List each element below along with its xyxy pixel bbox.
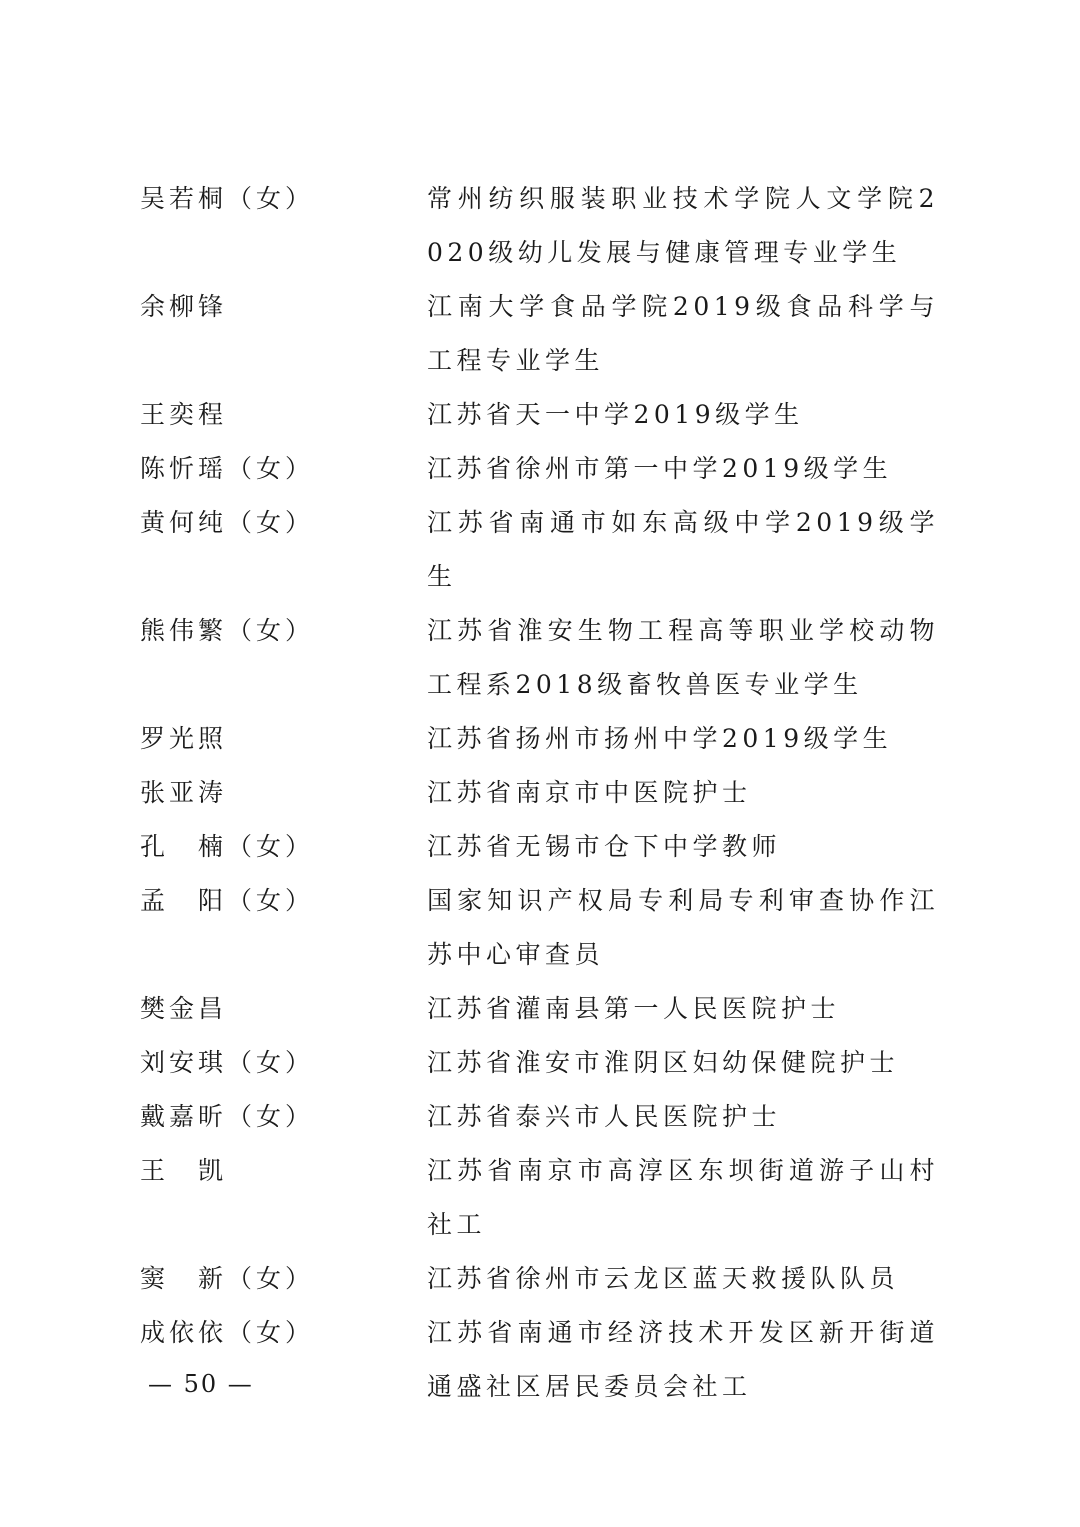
page-number: — 50 — <box>148 1370 254 1398</box>
person-affiliation: 江苏省扬州市扬州中学2019级学生 <box>427 724 893 753</box>
person-affiliation: 江苏省南京市高淳区东坝街道游子山村社工 <box>427 1156 939 1239</box>
person-name: 窦 新（女） <box>140 1264 315 1293</box>
person-affiliation: 江苏省天一中学2019级学生 <box>427 400 804 429</box>
person-name: 熊伟繁（女） <box>140 616 315 645</box>
person-name: 王奕程 <box>140 400 228 429</box>
list-item <box>140 982 940 1036</box>
person-affiliation: 江苏省无锡市仓下中学教师 <box>427 832 782 861</box>
person-affiliation: 江苏省淮安市淮阴区妇幼保健院护士 <box>427 1048 900 1077</box>
honoree-list <box>140 172 940 1414</box>
list-item <box>140 874 940 982</box>
person-name: 余柳锋 <box>140 292 228 321</box>
list-item <box>140 496 940 604</box>
person-affiliation: 江苏省灌南县第一人民医院护士 <box>427 994 841 1023</box>
list-item <box>140 604 940 712</box>
person-affiliation: 江苏省南通市如东高级中学2019级学生 <box>427 508 939 591</box>
person-name: 樊金昌 <box>140 994 228 1023</box>
list-item <box>140 172 940 280</box>
list-item <box>140 388 940 442</box>
person-name: 孔 楠（女） <box>140 832 315 861</box>
person-name: 吴若桐（女） <box>140 184 315 213</box>
person-name: 戴嘉昕（女） <box>140 1102 315 1131</box>
person-affiliation: 国家知识产权局专利局专利审查协作江苏中心审查员 <box>427 886 939 969</box>
list-item <box>140 442 940 496</box>
person-affiliation: 江苏省南京市中医院护士 <box>427 778 752 807</box>
person-name: 成依依（女） <box>140 1318 315 1347</box>
person-name: 张亚涛 <box>140 778 228 807</box>
person-name: 刘安琪（女） <box>140 1048 315 1077</box>
list-item <box>140 766 940 820</box>
person-affiliation: 江苏省南通市经济技术开发区新开街道通盛社区居民委员会社工 <box>427 1318 939 1401</box>
list-item <box>140 820 940 874</box>
person-affiliation: 常州纺织服装职业技术学院人文学院2020级幼儿发展与健康管理专业学生 <box>427 184 939 267</box>
list-item <box>140 1252 940 1306</box>
person-name: 王 凯 <box>140 1156 228 1185</box>
person-name: 罗光照 <box>140 724 228 753</box>
list-item <box>140 1090 940 1144</box>
person-affiliation: 江南大学食品学院2019级食品科学与工程专业学生 <box>427 292 939 375</box>
person-affiliation: 江苏省淮安生物工程高等职业学校动物工程系2018级畜牧兽医专业学生 <box>427 616 939 699</box>
person-affiliation: 江苏省徐州市第一中学2019级学生 <box>427 454 893 483</box>
person-affiliation: 江苏省泰兴市人民医院护士 <box>427 1102 782 1131</box>
list-item <box>140 1144 940 1252</box>
person-name: 黄何纯（女） <box>140 508 315 537</box>
list-item <box>140 1036 940 1090</box>
list-item <box>140 1306 940 1414</box>
person-name: 陈忻瑶（女） <box>140 454 315 483</box>
list-item <box>140 712 940 766</box>
list-item <box>140 280 940 388</box>
person-name: 孟 阳（女） <box>140 886 315 915</box>
person-affiliation: 江苏省徐州市云龙区蓝天救援队队员 <box>427 1264 900 1293</box>
